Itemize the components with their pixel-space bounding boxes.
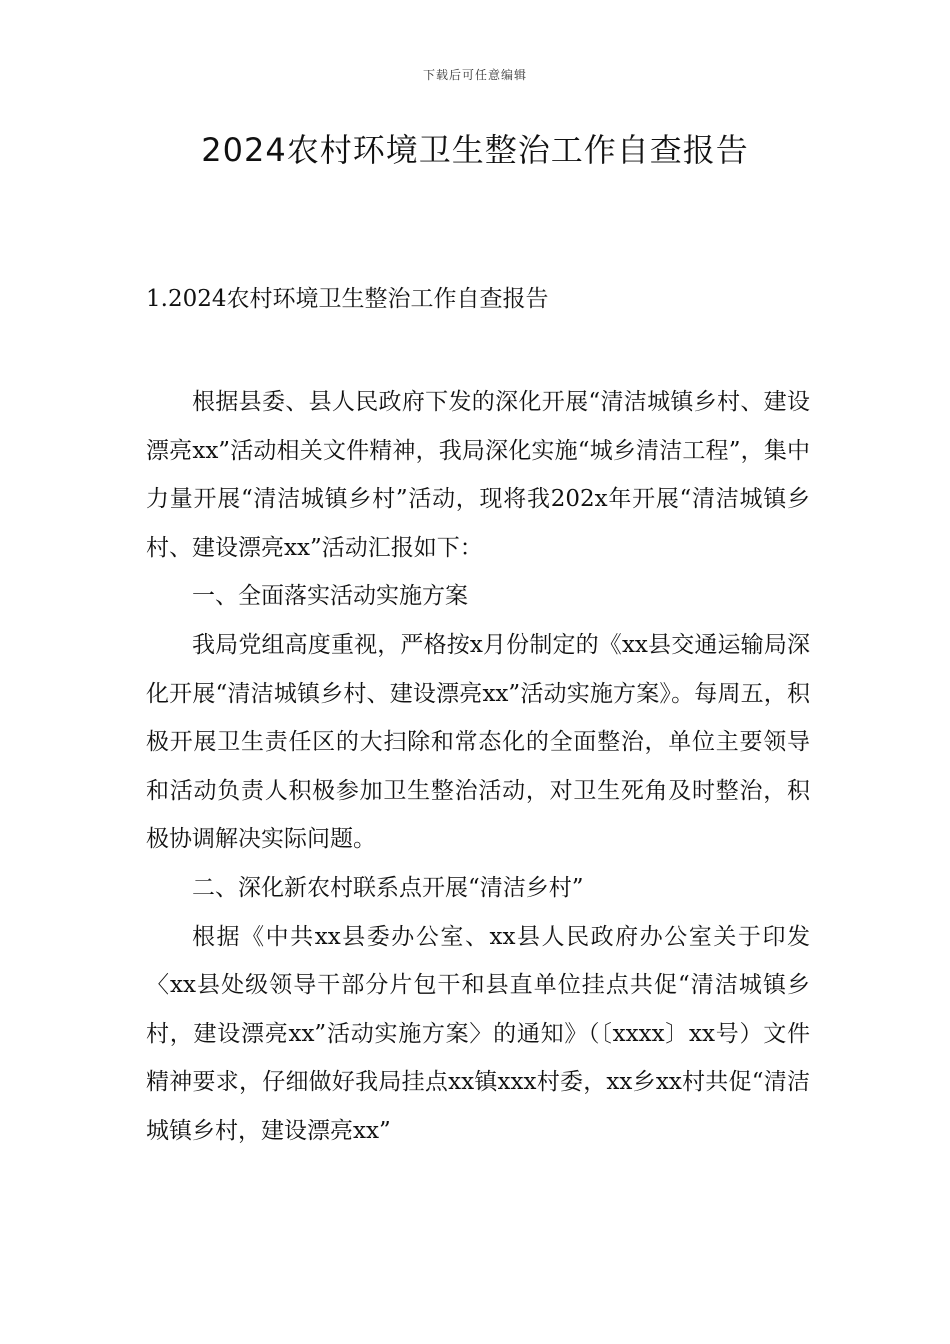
document-title: 2024农村环境卫生整治工作自查报告 (201, 131, 749, 169)
paragraph-intro: 根据县委、县人民政府下发的深化开展“清洁城镇乡村、建设漂亮xx”活动相关文件精神，我局深化实施“城乡清洁工程”，集中力量开展“清洁城镇乡村”活动，现将我202x年开展“清洁城镇乡村、建设漂亮xx”活动汇报如下： (146, 389, 810, 561)
paragraph-two: 根据《中共xx县委办公室、xx县人民政府办公室关于印发〈xx县处级领导干部分片包干和县直单位挂点共促“清洁城镇乡村，建设漂亮xx”活动实施方案〉的通知》（〔xxxx〕xx号）文件精神要求，仔细做好我局挂点xx镇xxx村委，xx乡xx村共促“清洁城镇乡村，建设漂亮xx” (146, 923, 810, 1144)
header-note: 下载后可任意编辑 (422, 68, 527, 82)
subheading-two: 二、深化新农村联系点开展“清洁乡村” (192, 874, 584, 901)
paragraph-one: 我局党组高度重视，严格按x月份制定的《xx县交通运输局深化开展“清洁城镇乡村、建设漂亮xx”活动实施方案》。每周五，积极开展卫生责任区的大扫除和常态化的全面整治，单位主要领导和活动负责人积极参加卫生整治活动，对卫生死角及时整治，积极协调解决实际问题。 (146, 631, 810, 853)
subheading-one: 一、全面落实活动实施方案 (192, 583, 468, 610)
document-body (146, 378, 810, 1156)
section-heading: 1.2024农村环境卫生整治工作自查报告 (146, 286, 549, 312)
